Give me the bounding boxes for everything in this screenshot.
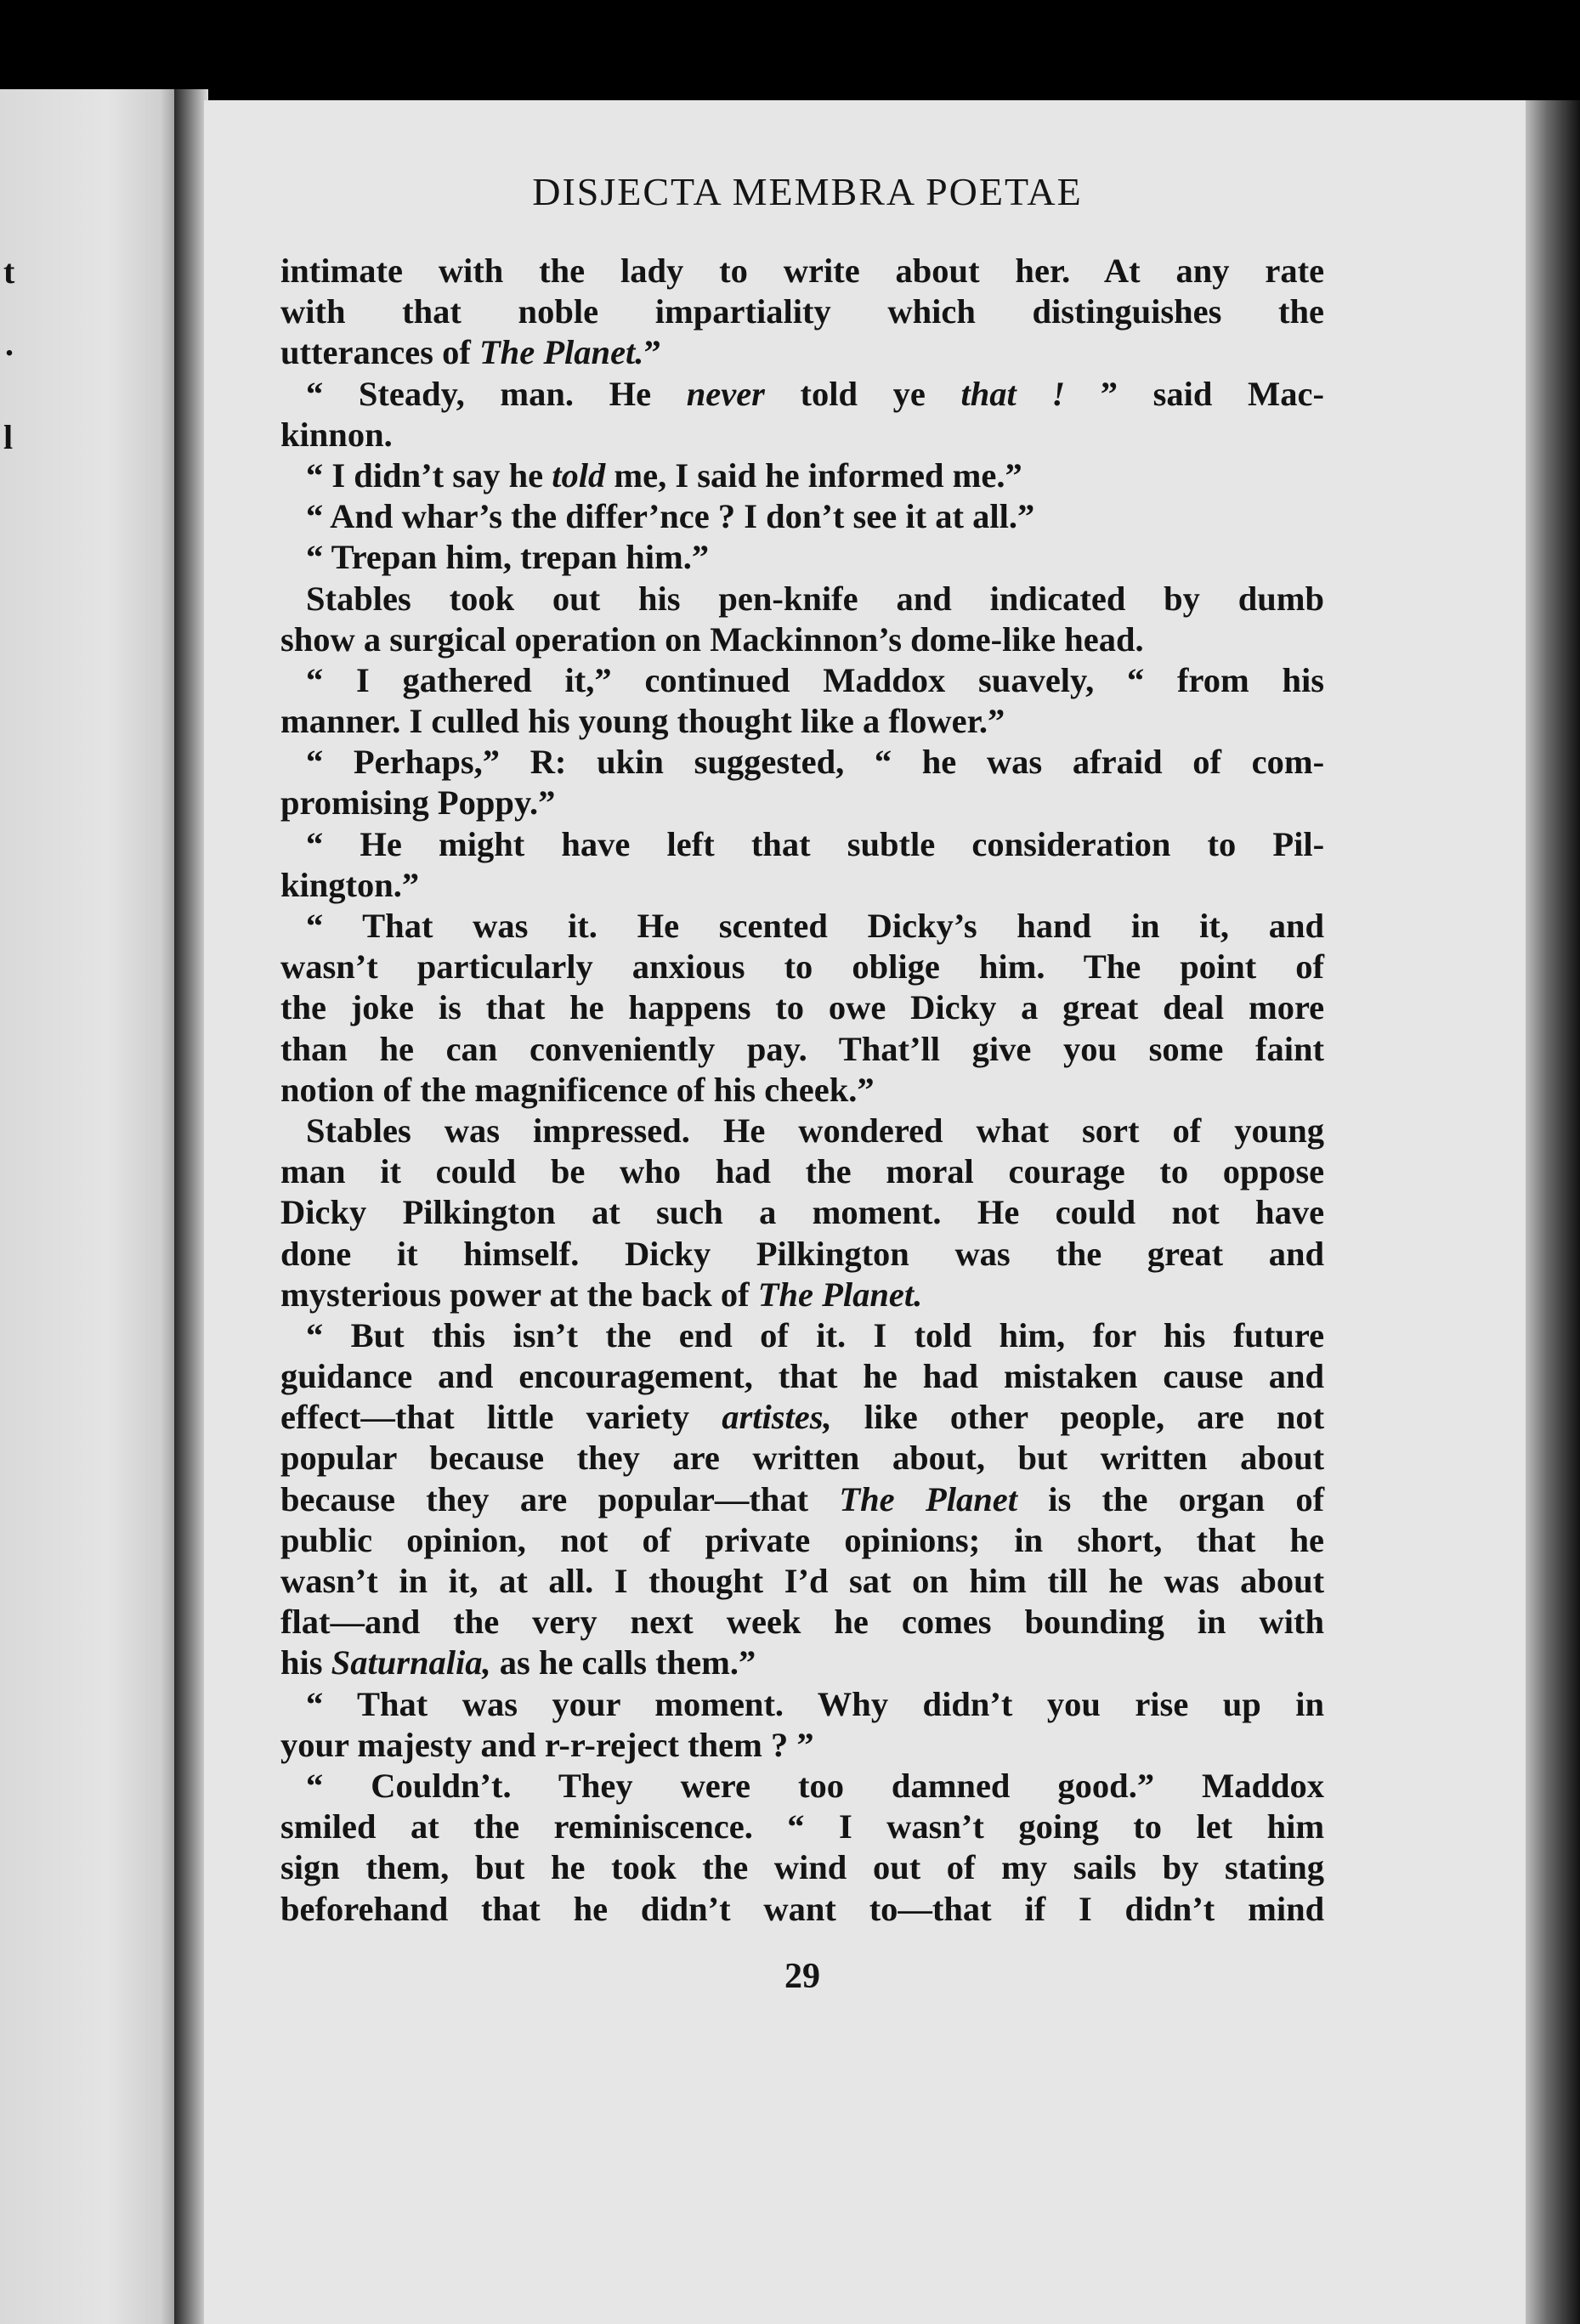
text-segment: wasn’t particularly anxious to oblige him. The point of (280, 947, 1325, 987)
text-line (280, 374, 1324, 415)
text-segment: “ He might have left that subtle consideration to Pil- (306, 824, 1325, 863)
text-segment: Stables took out his pen-knife and indicated by dumb (306, 579, 1325, 618)
text-line (280, 1356, 1324, 1397)
text-line (280, 455, 1324, 496)
text-segment: like other people, are not (864, 1398, 1325, 1437)
text-segment: promising Poppy.” (280, 783, 556, 823)
text-line (280, 1602, 1324, 1643)
italic-text: The Planet (839, 1479, 1017, 1518)
text-line (280, 742, 1324, 783)
italic-text: told (552, 455, 606, 495)
page-number: 29 (784, 1957, 820, 1996)
text-segment: is the organ of (1048, 1479, 1325, 1518)
text-line (280, 496, 1324, 537)
book-gutter (174, 89, 208, 2324)
text-segment: “ I didn’t say he (306, 455, 544, 495)
text-line (280, 783, 1324, 823)
margin-mark: . (5, 325, 14, 363)
margin-mark: l (3, 418, 14, 456)
italic-text: Saturnalia, (331, 1643, 491, 1682)
text-segment: “ And whar’s the differ’nce ? I don’t see it at all.” (306, 497, 1035, 536)
previous-page-edge (0, 89, 178, 2324)
text-line (280, 1807, 1324, 1847)
text-segment: beforehand that he didn’t want to—that if I didn’t mind (280, 1889, 1325, 1928)
text-segment: “ Steady, man. He (306, 374, 652, 413)
text-line (280, 1029, 1324, 1070)
text-line (280, 987, 1324, 1028)
text-segment: show a surgical operation on Mackinnon’s dome-like head. (280, 619, 1144, 659)
text-segment: me, I said he informed me.” (614, 455, 1022, 495)
text-line (280, 579, 1324, 619)
text-segment: “ But this isn’t the end of it. I told him, for his future (306, 1315, 1325, 1354)
page-body-text (280, 251, 1324, 1930)
text-segment: because they are popular—that (280, 1479, 809, 1518)
text-segment: “ That was it. He scented Dicky’s hand in it, and (306, 907, 1325, 945)
text-line (280, 1520, 1324, 1561)
text-segment: wasn’t in it, at all. I thought I’d sat on him till he was about (280, 1562, 1325, 1600)
text-line (280, 1479, 1324, 1520)
text-segment: than he can conveniently pay. That’ll give you some faint (280, 1029, 1325, 1068)
text-line (280, 1192, 1324, 1233)
text-line (280, 332, 1324, 373)
text-segment: notion of the magnificence of his cheek.” (280, 1070, 875, 1109)
text-segment: effect—that little variety (280, 1398, 690, 1437)
running-head: DISJECTA MEMBRA POETAE (532, 170, 1083, 213)
text-segment: ” said Mac- (1100, 374, 1324, 413)
text-segment: public opinion, not of private opinions; in short, that he (280, 1520, 1325, 1559)
text-segment: “ That was your moment. Why didn’t you rise up in (306, 1684, 1325, 1723)
text-line (280, 660, 1324, 701)
text-segment: mysterious power at the back of (280, 1275, 750, 1314)
italic-text: artistes, (722, 1398, 832, 1437)
text-segment: Dicky Pilkington at such a moment. He could not have (280, 1193, 1325, 1232)
italic-text: The Planet. (479, 333, 644, 372)
text-line (280, 906, 1324, 947)
text-segment: “ Couldn’t. They were too damned good.” Maddox (306, 1766, 1325, 1805)
text-segment: your majesty and r-r-reject them ? ” (280, 1725, 814, 1764)
text-line (280, 1315, 1324, 1356)
text-line (280, 1684, 1324, 1725)
text-line (280, 1151, 1324, 1192)
italic-text: that ! (960, 374, 1066, 413)
text-segment: kinnon. (280, 415, 393, 454)
text-line (280, 291, 1324, 332)
text-line (280, 865, 1324, 906)
text-line (280, 1643, 1324, 1683)
text-line (280, 1438, 1324, 1479)
text-segment: his (280, 1643, 323, 1682)
text-segment: with that noble impartiality which distinguishes the (280, 292, 1325, 331)
italic-text: The Planet. (757, 1275, 923, 1314)
text-line (280, 1397, 1324, 1438)
text-line (280, 824, 1324, 865)
text-segment: the joke is that he happens to owe Dicky a great deal more (280, 988, 1325, 1027)
text-segment: as he calls them.” (499, 1643, 756, 1682)
text-line (280, 1847, 1324, 1888)
text-segment: smiled at the reminiscence. “ I wasn’t going to let him (280, 1807, 1325, 1846)
text-line (280, 1275, 1324, 1315)
text-line (280, 701, 1324, 742)
text-segment: Stables was impressed. He wondered what sort of young (306, 1111, 1325, 1150)
text-segment: “ Perhaps,” R: ukin suggested, “ he was afraid of com- (306, 743, 1325, 782)
text-segment: popular because they are written about, but written about (280, 1439, 1325, 1478)
text-line (280, 537, 1324, 578)
text-segment: ” (643, 333, 661, 372)
text-segment: kington.” (280, 865, 420, 904)
text-line (280, 1561, 1324, 1602)
text-line (280, 415, 1324, 455)
text-segment: guidance and encouragement, that he had mistaken cause and (280, 1357, 1325, 1396)
text-line (280, 1070, 1324, 1111)
text-line (280, 1889, 1324, 1930)
text-segment: “ Trepan him, trepan him.” (306, 538, 710, 577)
text-line (280, 947, 1324, 987)
page-right-edge (1526, 100, 1580, 2324)
text-segment: manner. I culled his young thought like a flower.” (280, 702, 1005, 741)
italic-text: never (686, 374, 765, 413)
text-line (280, 1234, 1324, 1275)
text-segment: utterances of (280, 333, 471, 372)
text-line (280, 1725, 1324, 1766)
text-segment: done it himself. Dicky Pilkington was the great and (280, 1234, 1325, 1273)
text-segment: flat—and the very next week he comes bounding in with (280, 1603, 1325, 1642)
text-segment: man it could be who had the moral courage to oppose (280, 1152, 1325, 1191)
text-segment: sign them, but he took the wind out of my sails by stating (280, 1848, 1324, 1887)
text-line (280, 1766, 1324, 1807)
text-line (280, 251, 1324, 291)
margin-mark: t (3, 252, 15, 291)
text-line (280, 1111, 1324, 1151)
text-segment: “ I gathered it,” continued Maddox suavely, “ from his (306, 660, 1325, 699)
text-line (280, 619, 1324, 660)
text-segment: intimate with the lady to write about her. At any rate (280, 252, 1325, 290)
text-segment: told ye (800, 374, 926, 413)
